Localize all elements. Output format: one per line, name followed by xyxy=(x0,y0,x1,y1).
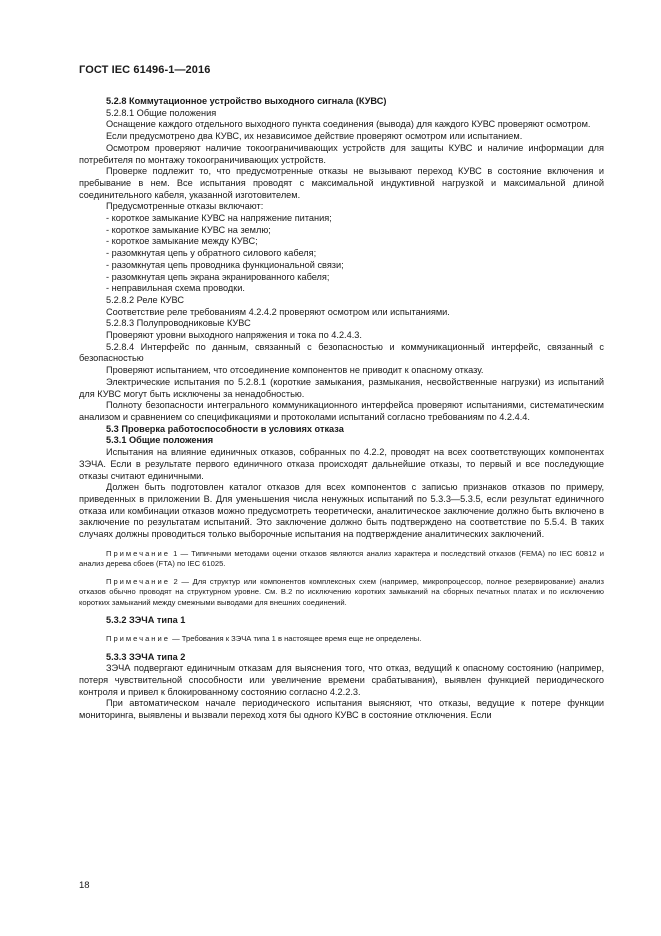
subsection-title: Полупроводниковые КУВС xyxy=(136,318,251,329)
paragraph: Электрические испытания по 5.2.8.1 (короткие замыкания, размыкания, несвойственные нагрузки) из испытаний для КУВС могут быть исключены за ненадобностью. xyxy=(79,376,604,399)
paragraph: При автоматическом начале периодического испытания выясняют, что отказы, ведущие к потере функции мониторинга, выявлены и вызвали переход хотя бы одного КУВС в состояние отключения. Если xyxy=(79,698,604,721)
standard-header: ГОСТ IEC 61496-1—2016 xyxy=(79,64,211,76)
list-item: - разомкнутая цепь проводника функциональной связи; xyxy=(106,259,344,270)
subsection-number: 5.2.8.1 xyxy=(106,107,135,118)
paragraph: Проверке подлежит то, что предусмотренные отказы не вызывают переход КУВС в состояние включения и пребывание в нем. Все испытания проводят с максимальной индуктивной нагрузкой и максимальной длиной соединительного кабеля, указанной изготовителем. xyxy=(79,166,604,200)
subsection-heading xyxy=(79,108,604,120)
list-item: - короткое замыкание между КУВС; xyxy=(106,236,258,247)
list-item: - неправильная схема проводки. xyxy=(106,283,245,294)
subsection-title: Реле КУВС xyxy=(136,294,184,305)
paragraph: Проверяют уровни выходного напряжения и тока по 4.2.4.3. xyxy=(106,330,362,341)
subsection-title: Общие положения xyxy=(136,107,217,118)
section-heading xyxy=(79,96,604,108)
section-number: 5.3.3 xyxy=(106,651,127,662)
paragraph: Оснащение каждого отдельного выходного пункта соединения (вывода) для каждого КУВС проверяют осмотром. xyxy=(106,119,591,130)
section-title: Общие положения xyxy=(129,435,214,446)
section-title: Коммутационное устройство выходного сигнала (КУВС) xyxy=(129,96,387,106)
section-heading xyxy=(79,652,604,664)
section-title: ЗЭЧА типа 1 xyxy=(129,614,186,625)
list-item: - разомкнутая цепь экрана экранированного кабеля; xyxy=(106,271,330,282)
section-heading xyxy=(79,615,604,627)
list-item: - короткое замыкание КУВС на землю; xyxy=(106,224,271,235)
section-number: 5.2.8 xyxy=(106,96,127,106)
document-body xyxy=(79,96,604,722)
page-number: 18 xyxy=(79,880,90,891)
note-text: 2 — Для структур или компонентов комплексных схем (например, микропроцессор, полное резервирование) анализ отказов обычно проводят на структурном уровне. См. В.2 по исключению коротких замыканий на сборных печатных платах и по исключению коротких замыканий между смежными выводами для внешних соединений. xyxy=(79,577,604,607)
section-number: 5.3 xyxy=(106,423,119,434)
note-text: — Требования к ЗЭЧА типа 1 в настоящее время еще не определены. xyxy=(169,634,422,644)
subsection-heading xyxy=(79,295,604,307)
note-label: Примечание xyxy=(106,577,170,587)
note xyxy=(79,549,604,569)
note-label: Примечание xyxy=(106,634,170,644)
paragraph: Если предусмотрено два КУВС, их независимое действие проверяют осмотром или испытанием. xyxy=(106,131,523,142)
paragraph: Испытания на влияние единичных отказов, собранных по 4.2.2, проводят на всех соответствующих компонентах ЗЭЧА. Если в результате первого единичного отказа происходят дальнейшие отказы, то первый и все последующие отказы считают единичными. xyxy=(79,447,604,481)
section-title: ЗЭЧА типа 2 xyxy=(129,651,186,662)
note-text: 1 — Типичными методами оценки отказов являются анализ характера и последствий отказов (FEMA) по IEC 60812 и анализ дерева сбоев (FTA) по IEC 61025. xyxy=(79,548,604,568)
subsection-number: 5.2.8.2 xyxy=(106,294,135,305)
list-item: - короткое замыкание КУВС на напряжение питания; xyxy=(106,213,332,224)
paragraph: ЗЭЧА подвергают единичным отказам для выяснения того, что отказ, ведущий к опасному состоянию (например, потеря чувствительной способности или увеличение времени срабатывания), выявлен функцией периодического контроля и привел к блокированному состоянию согласно 4.2.2.3. xyxy=(79,663,604,697)
paragraph: Полноту безопасности интегрального коммуникационного интерфейса проверяют испытаниями, систематическим анализом и сравнением со спецификациями и протоколами испытаний согласно требованиям по 4.2.4.4. xyxy=(79,400,604,422)
paragraph: Предусмотренные отказы включают: xyxy=(106,201,264,212)
paragraph: Должен быть подготовлен каталог отказов для всех компонентов с записью признаков отказов по примеру, приведенных в приложении B. Для уменьшения числа ненужных испытаний по 5.3.3—5.3.5, если результат единичного отказа или комбинации отказов можно предусмотреть теоретически, аналитическое заключение должно быть включено в заключение по результатам испытаний. Это заключение должно быть подтверждено на соответствие по 5.5.4. В таких случаях должны проводиться только выборочные испытания на подтверждение аналитических заключений. xyxy=(79,482,604,540)
section-number: 5.3.1 xyxy=(106,435,127,446)
subsection-heading xyxy=(79,318,604,330)
note xyxy=(79,577,604,608)
list-item: - разомкнутая цепь у обратного силового кабеля; xyxy=(106,248,317,259)
section-heading xyxy=(79,424,604,436)
section-heading xyxy=(79,435,604,447)
paragraph: 5.2.8.4 Интерфейс по данным, связанный с безопасностью и коммуникационный интерфейс, связанный с безопасностью xyxy=(79,341,604,364)
note xyxy=(79,634,604,644)
note-label: Примечание xyxy=(106,548,170,558)
paragraph: Соответствие реле требованиям 4.2.4.2 проверяют осмотром или испытаниями. xyxy=(106,306,450,317)
subsection-number: 5.2.8.3 xyxy=(106,318,135,329)
paragraph: Осмотром проверяют наличие токоограничивающих устройств для защиты КУВС и наличие информации для потребителя по монтажу токоограничивающих устройств. xyxy=(79,142,604,165)
paragraph: Проверяют испытанием, что отсоединение компонентов не приводит к опасному отказу. xyxy=(106,365,484,376)
section-title: Проверка работоспособности в условиях отказа xyxy=(121,423,344,434)
section-number: 5.3.2 xyxy=(106,614,127,625)
